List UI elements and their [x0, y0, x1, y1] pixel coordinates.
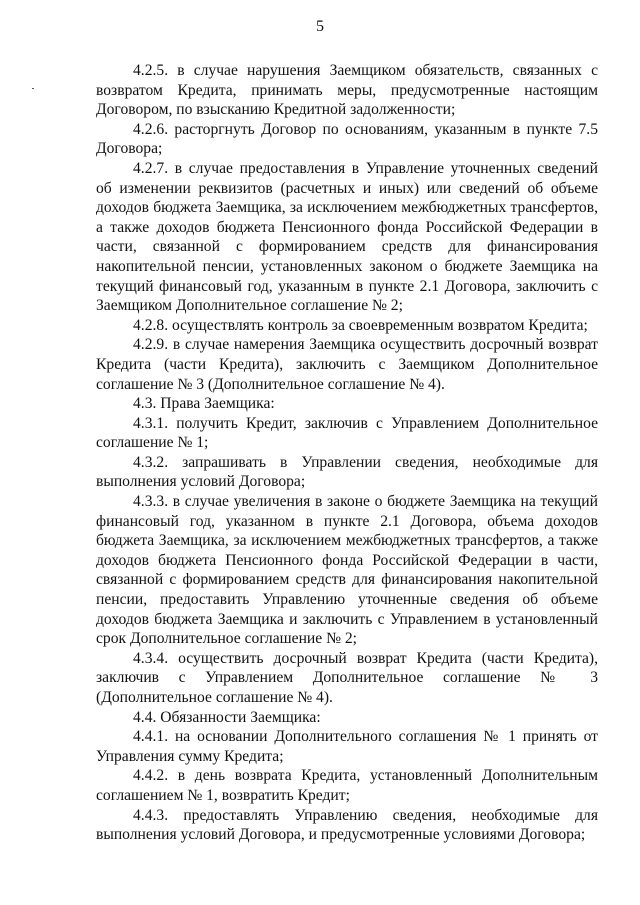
clause-4-3-2: 4.3.2. запрашивать в Управлении сведения, необходимые для выполнения условий Договора; [96, 453, 598, 491]
document-body [96, 61, 598, 845]
clause-4-2-5: 4.2.5. в случае нарушения Заемщиком обязательств, связанных с возвратом Кредита, принимать меры, предусмотренные настоящим Договором, по взысканию Кредитной задолженности; [96, 62, 598, 119]
clause-4-4-1: 4.4.1. на основании Дополнительного соглашения № 1 принять от Управления сумму Кредита; [96, 728, 598, 765]
clause-4-2-7: 4.2.7. в случае предоставления в Управление уточненных сведений об изменении реквизитов (расчетных и иных) или сведений об объеме доходов бюджета Заемщика, за исключением межбюджетных трансфертов, а также доходов бюджета Пенсионного фонда Российской Федерации в части, связанной с формированием средств для финансирования накопительной пенсии, установленных законом о бюджете Заемщика на текущий финансовый год, указанным в пункте 2.1 Договора, заключить с Заемщиком Дополнительное соглашение № 2; [96, 159, 598, 315]
section-heading-4-4: 4.4. Обязанности Заемщика: [133, 708, 321, 726]
clause-4-3-4: 4.3.4. осуществить досрочный возврат Кредита (части Кредита), заключив с Управлением Дополнительное соглашение № 3 (Дополнительное соглашение № 4). [96, 649, 598, 706]
clause-4-2-9: 4.2.9. в случае намерения Заемщика осуществить досрочный возврат Кредита (части Кредита), заключить с Заемщиком Дополнительное соглашение № 3 (Дополнительное соглашение № 4). [96, 336, 598, 393]
clause-4-4-2: 4.4.2. в день возврата Кредита, установленный Дополнительным соглашением № 1, возвратить Кредит; [96, 767, 598, 804]
page-number: 5 [316, 18, 324, 35]
clause-4-3-3: 4.3.3. в случае увеличения в законе о бюджете Заемщика на текущий финансовый год, указанном в пункте 2.1 Договора, объема доходов бюджета Заемщика, за исключением межбюджетных трансфертов, а также доходов бюджета Пенсионного фонда Российской Федерации в части, связанной с формированием средств для финансирования накопительной пенсии, предоставить Управлению уточненные сведения об объеме доходов бюджета Заемщика и заключить с Управлением в установленный срок Дополнительное соглашение № 2; [96, 493, 598, 648]
section-heading-4-3: 4.3. Права Заемщика: [133, 395, 275, 413]
clause-4-4-3: 4.4.3. предоставлять Управлению сведения, необходимые для выполнения условий Договора, и предусмотренные условиями Договора; [96, 806, 598, 844]
clause-4-3-1: 4.3.1. получить Кредит, заключив с Управлением Дополнительное соглашение № 1; [96, 414, 598, 452]
clause-4-2-6: 4.2.6. расторгнуть Договор по основаниям, указанным в пункте 7.5 Договора; [96, 120, 598, 158]
clause-4-2-8: 4.2.8. осуществлять контроль за своевременным возвратом Кредита; [133, 316, 588, 334]
scan-mark [32, 88, 34, 89]
